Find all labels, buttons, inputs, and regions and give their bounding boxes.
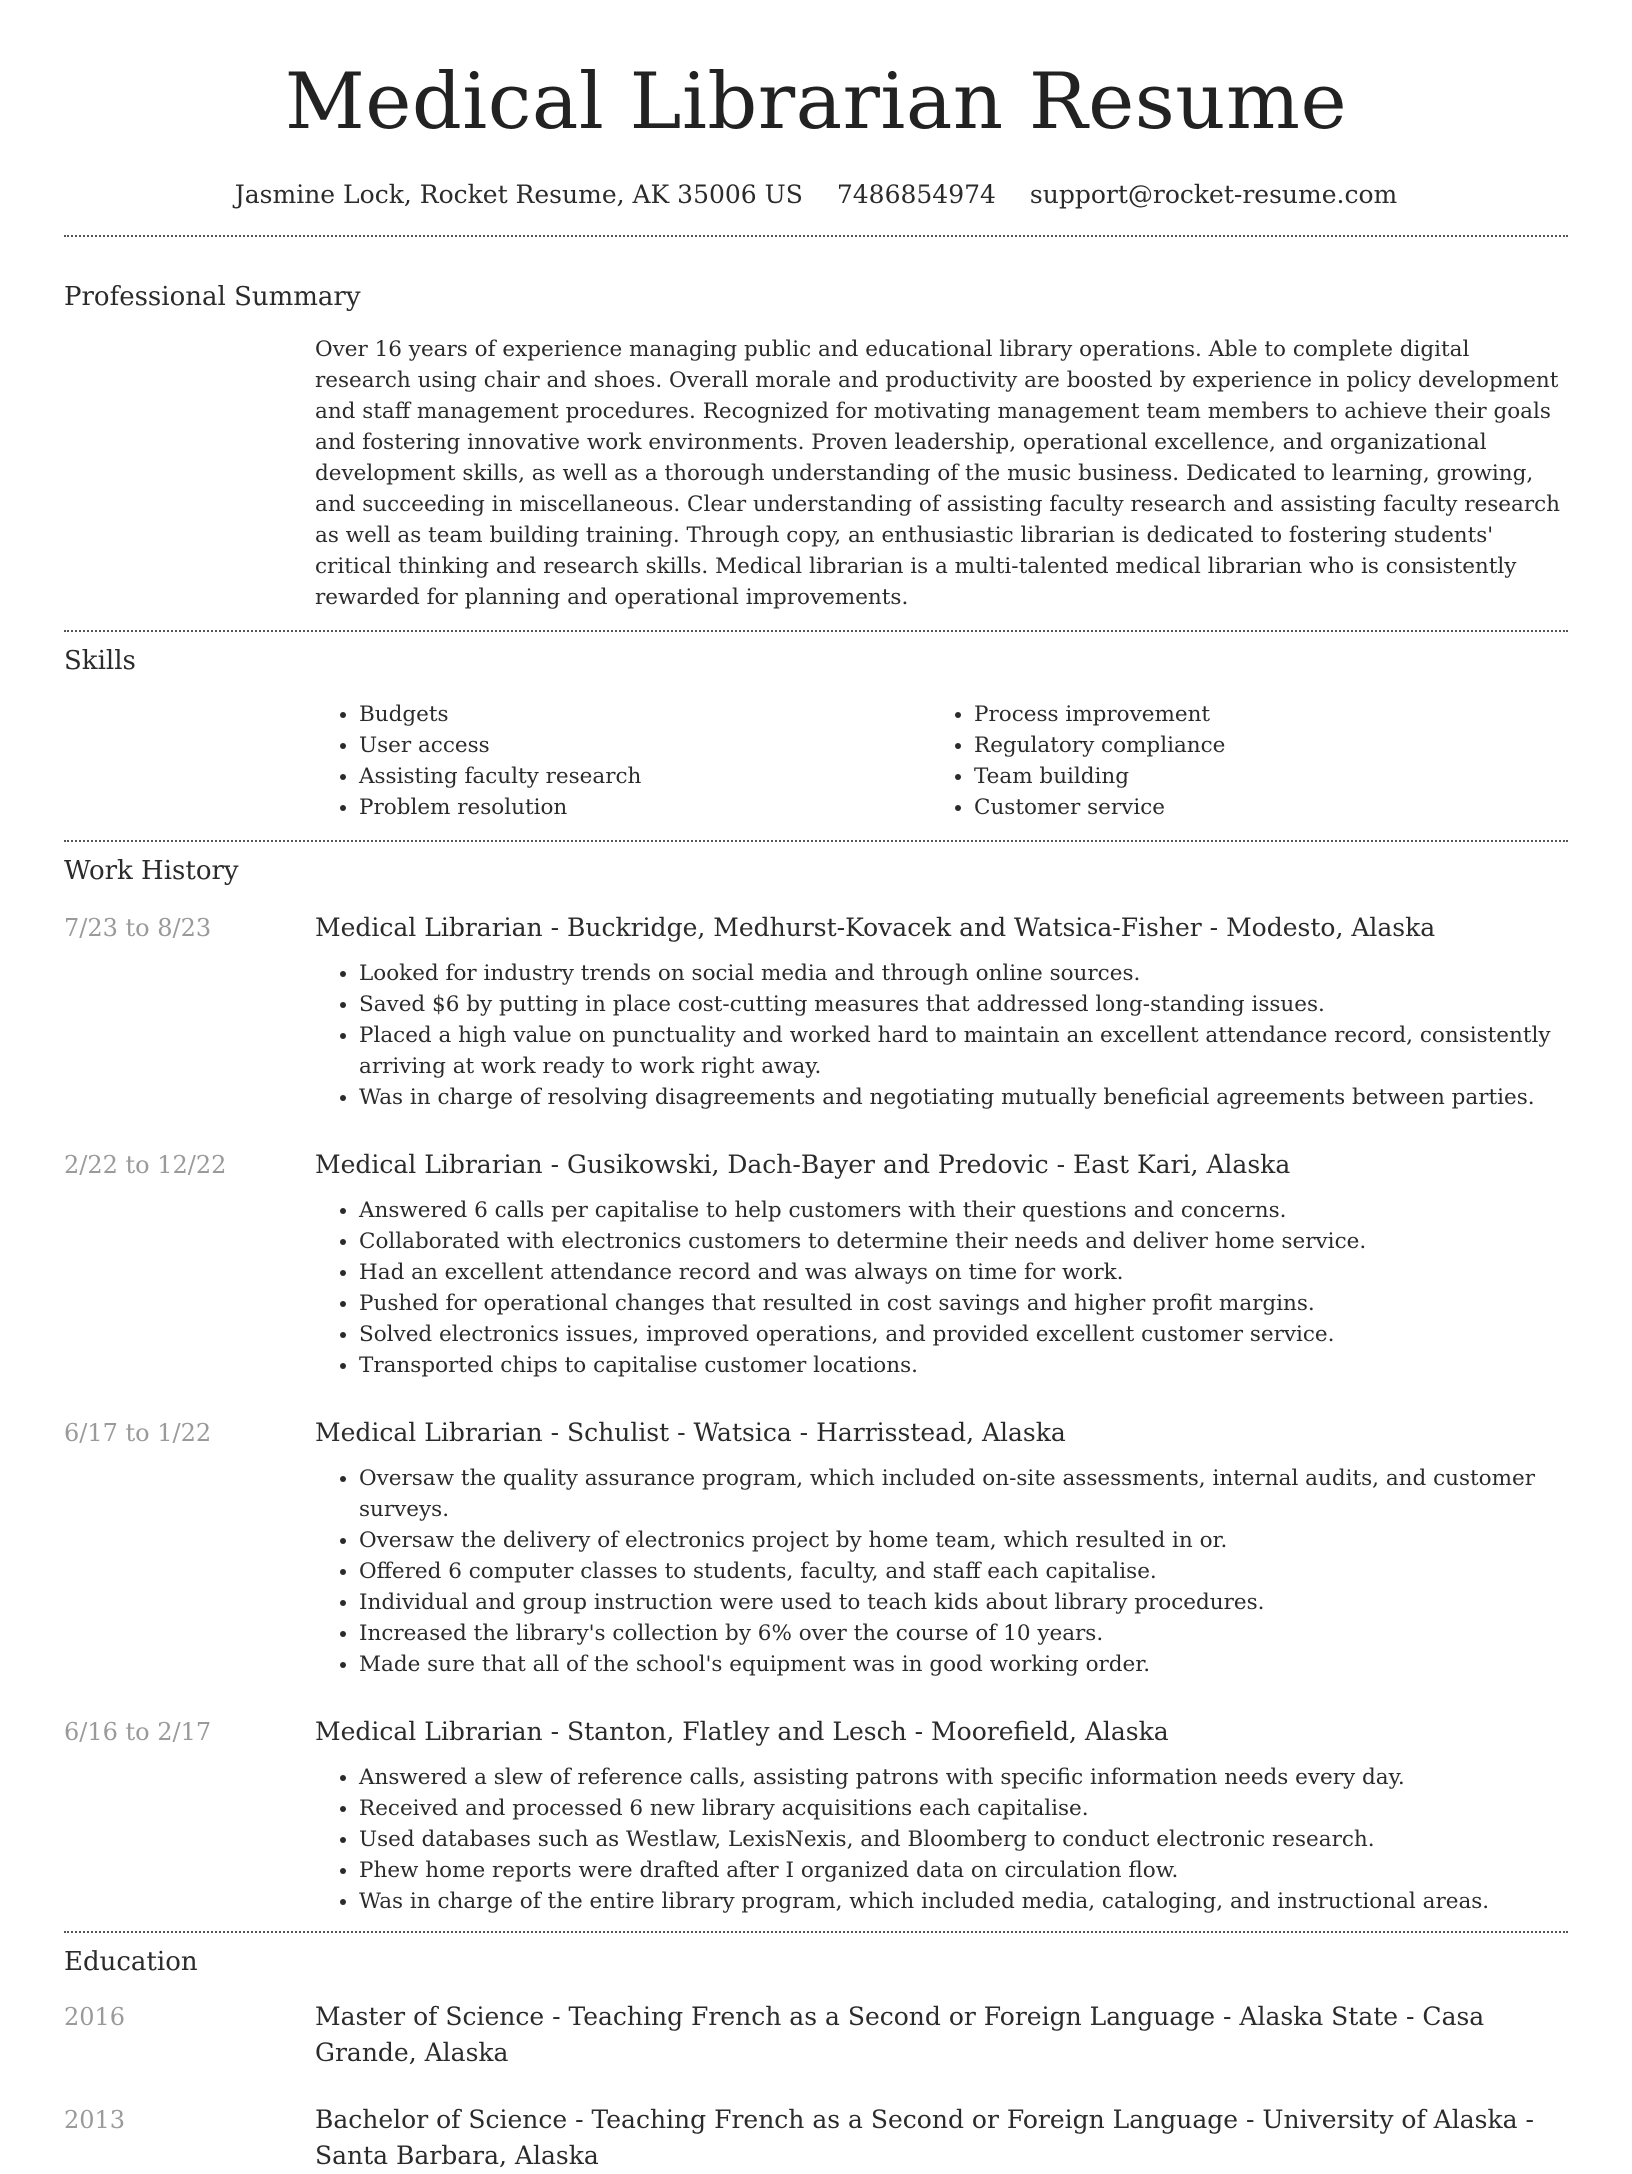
work-bullet: • Collaborated with electronics customers to determine their needs and deliver home service.: [359, 1226, 1568, 1257]
divider: [64, 235, 1568, 237]
summary-heading: Professional Summary: [64, 282, 361, 312]
work-bullet: • Answered 6 calls per capitalise to help customers with their questions and concerns.: [359, 1195, 1568, 1226]
skill-item: • Team building: [974, 761, 1545, 792]
work-bullet: • Received and processed 6 new library acquisitions each capitalise.: [359, 1793, 1568, 1824]
work-heading: Work History: [64, 856, 239, 886]
skills-column-right: [930, 699, 1545, 823]
divider: [64, 630, 1568, 632]
work-bullet: • Was in charge of resolving disagreements and negotiating mutually beneficial agreements between parties.: [359, 1082, 1568, 1113]
education-entry: [64, 1999, 1568, 2071]
contact-email: support@rocket-resume.com: [1029, 180, 1398, 209]
work-dates: 2/22 to 12/22: [64, 1151, 227, 1179]
work-bullet: • Offered 6 computer classes to students, faculty, and staff each capitalise.: [359, 1556, 1568, 1587]
work-bullet: • Answered a slew of reference calls, assisting patrons with specific information needs every day.: [359, 1762, 1568, 1793]
work-entry: [64, 1415, 1568, 1680]
work-title: Medical Librarian - Buckridge, Medhurst-Kovacek and Watsica-Fisher - Modesto, Alaska: [315, 913, 1436, 942]
work-bullets: [315, 958, 1568, 1113]
skill-item: • Problem resolution: [359, 792, 930, 823]
work-dates: 6/16 to 2/17: [64, 1718, 212, 1746]
work-bullet: • Oversaw the quality assurance program, which included on-site assessments, internal audits, and customer surveys.: [359, 1463, 1568, 1525]
skill-item: • Regulatory compliance: [974, 730, 1545, 761]
work-bullets: [315, 1762, 1568, 1917]
summary-content: [315, 334, 1568, 613]
work-entry: [64, 1714, 1568, 1917]
work-bullets: [315, 1195, 1568, 1381]
resume-page: [64, 0, 1568, 2174]
work-bullet: • Saved $6 by putting in place cost-cutting measures that addressed long-standing issues.: [359, 989, 1568, 1020]
work-title: Medical Librarian - Schulist - Watsica - Harrisstead, Alaska: [315, 1418, 1066, 1447]
work-bullet: • Was in charge of the entire library program, which included media, cataloging, and instructional areas.: [359, 1886, 1568, 1917]
work-bullet: • Looked for industry trends on social media and through online sources.: [359, 958, 1568, 989]
skill-item: • Budgets: [359, 699, 930, 730]
resume-title: Medical Librarian Resume: [284, 57, 1348, 147]
work-title: Medical Librarian - Stanton, Flatley and Lesch - Moorefield, Alaska: [315, 1717, 1169, 1746]
work-bullet: • Increased the library's collection by 6% over the course of 10 years.: [359, 1618, 1568, 1649]
education-title: Bachelor of Science - Teaching French as a Second or Foreign Language - University of Alaska - Santa Barbara, Alaska: [315, 2105, 1534, 2170]
work-bullet: • Individual and group instruction were used to teach kids about library procedures.: [359, 1587, 1568, 1618]
work-bullet: • Phew home reports were drafted after I organized data on circulation flow.: [359, 1855, 1568, 1886]
work-bullet: • Made sure that all of the school's equipment was in good working order.: [359, 1649, 1568, 1680]
work-dates: 7/23 to 8/23: [64, 914, 212, 942]
work-bullet: • Oversaw the delivery of electronics project by home team, which resulted in or.: [359, 1525, 1568, 1556]
work-bullet: • Transported chips to capitalise customer locations.: [359, 1350, 1568, 1381]
contact-phone: 7486854974: [836, 180, 996, 209]
divider: [64, 840, 1568, 842]
education-heading: Education: [64, 1947, 198, 1977]
education-year: 2016: [64, 2003, 126, 2031]
skill-item: • Customer service: [974, 792, 1545, 823]
work-entry: [64, 910, 1568, 1113]
education-title: Master of Science - Teaching French as a Second or Foreign Language - Alaska State - Casa Grande, Alaska: [315, 2002, 1485, 2067]
work-dates: 6/17 to 1/22: [64, 1419, 212, 1447]
skills-heading: Skills: [64, 646, 136, 676]
work-bullets: [315, 1463, 1568, 1680]
work-bullet: • Pushed for operational changes that resulted in cost savings and higher profit margins.: [359, 1288, 1568, 1319]
education-year: 2013: [64, 2106, 126, 2134]
skills-list: [315, 699, 1568, 823]
skill-item: • User access: [359, 730, 930, 761]
work-bullet: • Solved electronics issues, improved operations, and provided excellent customer service.: [359, 1319, 1568, 1350]
work-title: Medical Librarian - Gusikowski, Dach-Bayer and Predovic - East Kari, Alaska: [315, 1150, 1291, 1179]
contact-line: [64, 178, 1568, 212]
divider: [64, 1931, 1568, 1933]
work-bullet: • Had an excellent attendance record and was always on time for work.: [359, 1257, 1568, 1288]
skills-column-left: [315, 699, 930, 823]
education-entry: [64, 2102, 1568, 2174]
work-entry: [64, 1147, 1568, 1381]
work-bullet: • Used databases such as Westlaw, LexisNexis, and Bloomberg to conduct electronic research.: [359, 1824, 1568, 1855]
contact-address: Jasmine Lock, Rocket Resume, AK 35006 US: [234, 180, 803, 209]
skill-item: • Process improvement: [974, 699, 1545, 730]
work-bullet: • Placed a high value on punctuality and worked hard to maintain an excellent attendance record, consistently arriving at work ready to work right away.: [359, 1020, 1568, 1082]
summary-text: Over 16 years of experience managing public and educational library operations. Able to complete digital research using chair and shoes. Overall morale and productivity are boosted by experience in policy development and staff management procedures. Recognized for motivating management team members to achieve their goals and fostering innovative work environments. Proven leadership, operational excellence, and organizational development skills, as well as a thorough understanding of the music business. Dedicated to learning, growing, and succeeding in miscellaneous. Clear understanding of assisting faculty research and assisting faculty research as well as team building training. Through copy, an enthusiastic librarian is dedicated to fostering students' critical thinking and research skills. Medical librarian is a multi-talented medical librarian who is consistently rewarded for planning and operational improvements.: [315, 337, 1561, 610]
skill-item: • Assisting faculty research: [359, 761, 930, 792]
